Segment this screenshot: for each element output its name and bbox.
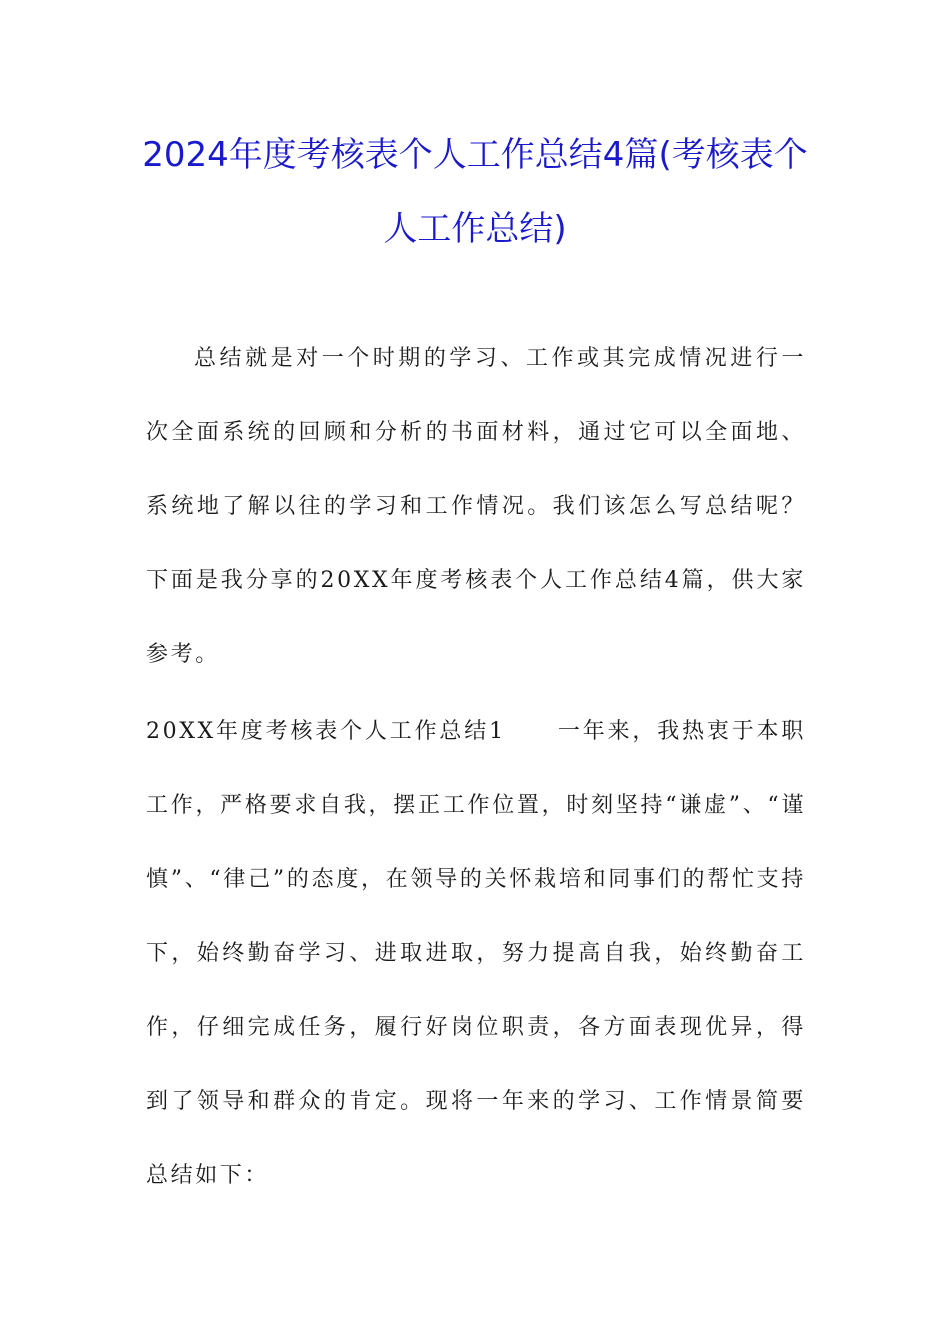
intro-paragraph: 总结就是对一个时期的学习、工作或其完成情况进行一次全面系统的回顾和分析的书面材料，通过它可以全面地、系统地了解以往的学习和工作情况。我们该怎么写总结呢？下面是我分享的20XX年度考核表个人工作总结4篇，供大家参考。 [146, 346, 806, 667]
section-1-heading: 20XX年度考核表个人工作总结1 [146, 719, 506, 744]
section-1-paragraph [146, 695, 806, 1213]
document-title: 2024年度考核表个人工作总结4篇(考核表个人工作总结) [142, 135, 808, 249]
section-1-body: 一年来，我热衷于本职工作，严格要求自我，摆正工作位置，时刻坚持“谦虚”、“谨慎”、“律己”的态度，在领导的关怀栽培和同事们的帮忙支持下，始终勤奋学习、进取进取，努力提高自我，始终勤奋工作，仔细完成任务，履行好岗位职责，各方面表现优异，得到了领导和群众的肯定。现将一年来的学习、工作情景简要总结如下： [146, 719, 806, 1188]
